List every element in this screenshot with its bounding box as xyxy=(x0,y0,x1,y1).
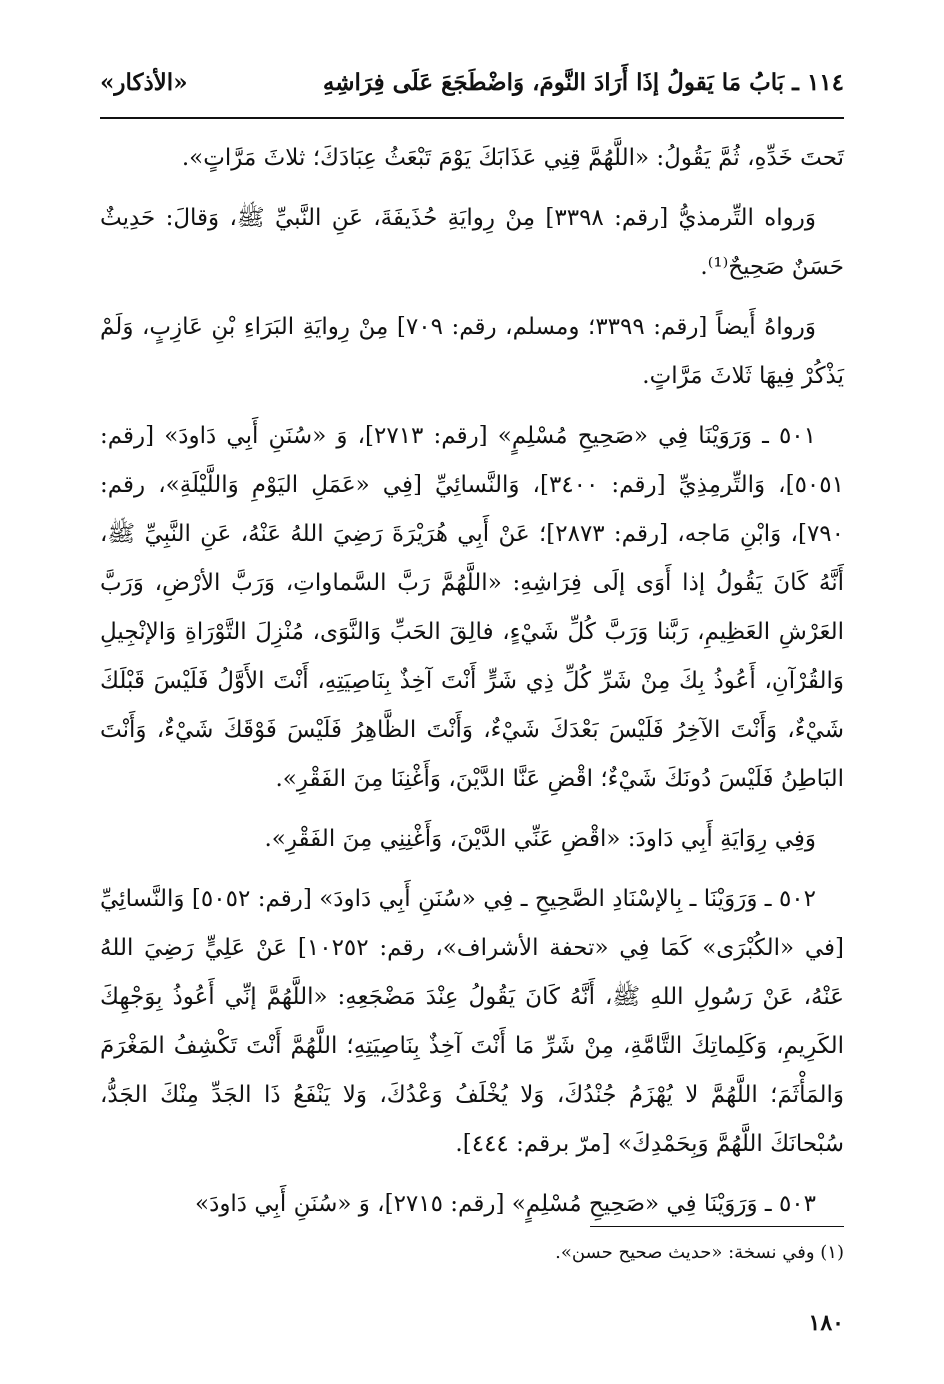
running-header xyxy=(100,60,844,104)
footnote-divider xyxy=(590,1226,844,1227)
hadith-502: ٥٠٢ ـ وَرَوَيْنَا ـ بِالإسْنَادِ الصَّحِيحِ ـ فِي «سُنَنِ أَبِي دَاودَ» [رقم: ٥٠٥٢] وَالنَّسائِيِّ [في «الكُبْرَى» كَمَا فِي «تحفة الأشراف»، رقم: ١٠٢٥٢] عَنْ عَلِيٍّ رَضِيَ اللهُ عَنْهُ، عَنْ رَسُولِ اللهِ ﷺ، أَنَّهُ كَانَ يَقُولُ عِنْدَ مَضْجَعِهِ: «اللَّهُمَّ إنِّي أَعُوذُ بِوَجْهِكَ الكَرِيمِ، وَكَلِماتِكَ التَّامَّةِ، مِنْ شَرِّ مَا أَنْتَ آخِذٌ بِنَاصِيَتِهِ؛ اللَّهُمَّ أَنْتَ تَكْشِفُ المَغْرَمَ وَالمَأْثَمَ؛ اللَّهُمَّ لا يُهْزَمُ جُنْدُكَ، وَلا يُخْلَفُ وَعْدُكَ، وَلا يَنْفَعُ ذَا الجَدِّ مِنْكَ الجَدُّ، سُبْحانَكَ اللَّهُمَّ وَبِحَمْدِكَ» [مرّ برقم: ٤٤٤]. xyxy=(100,886,844,1157)
footnote: (١) وفي نسخة: «حديث صحيح حسن». xyxy=(555,1242,844,1263)
page-body xyxy=(100,134,844,1240)
chapter-title: ١١٤ ـ بَابُ مَا يَقولُ إذَا أَرَادَ النَّومَ، وَاضْطَجَعَ عَلَى فِرَاشِهِ xyxy=(322,68,844,96)
header-divider xyxy=(100,117,844,119)
paragraph: وَرواهُ أَيضاً [رقم: ٣٣٩٩؛ ومسلم، رقم: ٧٠٩] مِنْ رِوايَةِ البَرَاءِ بْنِ عَازِبٍ، وَلَمْ يَذْكُرْ فِيهَا ثَلاثَ مَرَّاتٍ. xyxy=(100,314,844,389)
paragraph: وَفِي رِوَايَةِ أَبِي دَاودَ: «اقْضِ عَنِّي الدَّيْنَ، وَأَغْنِنِي مِنَ الفَقْرِ». xyxy=(264,826,816,852)
hadith-501: ٥٠١ ـ وَرَوَيْنَا فِي «صَحِيحِ مُسْلِمٍ» [رقم: ٢٧١٣]، وَ «سُنَنِ أَبِي دَاودَ» [رقم: ٥٠٥١]، وَالتِّرمِذِيِّ [رقم: ٣٤٠٠]، وَالنَّسائِيِّ [فِي «عَمَلِ اليَوْمِ وَاللَّيْلَةِ»، رقم: ٧٩٠]، وَابْنِ مَاجه، [رقم: ٢٨٧٣]؛ عَنْ أَبِي هُرَيْرَةَ رَضِيَ اللهُ عَنْهُ، عَنِ النَّبِيِّ ﷺ، أَنَّهُ كَانَ يَقُولُ إذا أَوَى إلَى فِرَاشِهِ: «اللَّهُمَّ رَبَّ السَّماواتِ، وَرَبَّ الأرْضِ، وَرَبَّ العَرْشِ العَظِيمِ، رَبَّنا وَرَبَّ كُلِّ شَيْءٍ، فالِقَ الحَبِّ وَالنَّوَى، مُنْزِلَ التَّوْرَاةِ وَالإنْجِيلِ وَالقُرْآنِ، أَعُوذُ بِكَ مِنْ شَرِّ كُلِّ ذِي شَرٍّ أَنْتَ آخِذٌ بِنَاصِيَتِهِ، أَنْتَ الأَوَّلُ فَلَيْسَ قَبْلَكَ شَيْءٌ، وَأَنْتَ الآخِرُ فَلَيْسَ بَعْدَكَ شَيْءٌ، وَأَنْتَ الظَّاهِرُ فَلَيْسَ فَوْقَكَ شَيْءٌ، وَأَنْتَ البَاطِنُ فَلَيْسَ دُونَكَ شَيْءٌ؛ اقْضِ عَنَّا الدَّيْنَ، وَأَغْنِنَا مِنَ الفَقْرِ». xyxy=(100,423,844,792)
hadith-503: ٥٠٣ ـ وَرَوَيْنَا فِي «صَحِيحِ مُسْلِمٍ» [رقم: ٢٧١٥]، وَ «سُنَنِ أَبِي دَاودَ» xyxy=(195,1191,816,1217)
page-number: ١٨٠ xyxy=(808,1310,844,1336)
paragraph: وَرواه التِّرمذيُّ [رقم: ٣٣٩٨] مِنْ رِوايَةِ حُذَيفَةَ، عَنِ النَّبيِّ ﷺ، وَقالَ: حَدِيثٌ حَسَنٌ صَحِيحٌ⁽¹⁾. xyxy=(100,205,844,280)
paragraph: تَحتَ خَدِّهِ، ثُمَّ يَقُولُ: «اللَّهُمَّ قِنِي عَذَابَكَ يَوْمَ تَبْعَثُ عِبَادَكَ؛ ثلاثَ مَرَّاتٍ». xyxy=(181,145,844,171)
book-title: «الأذكار» xyxy=(100,68,188,96)
